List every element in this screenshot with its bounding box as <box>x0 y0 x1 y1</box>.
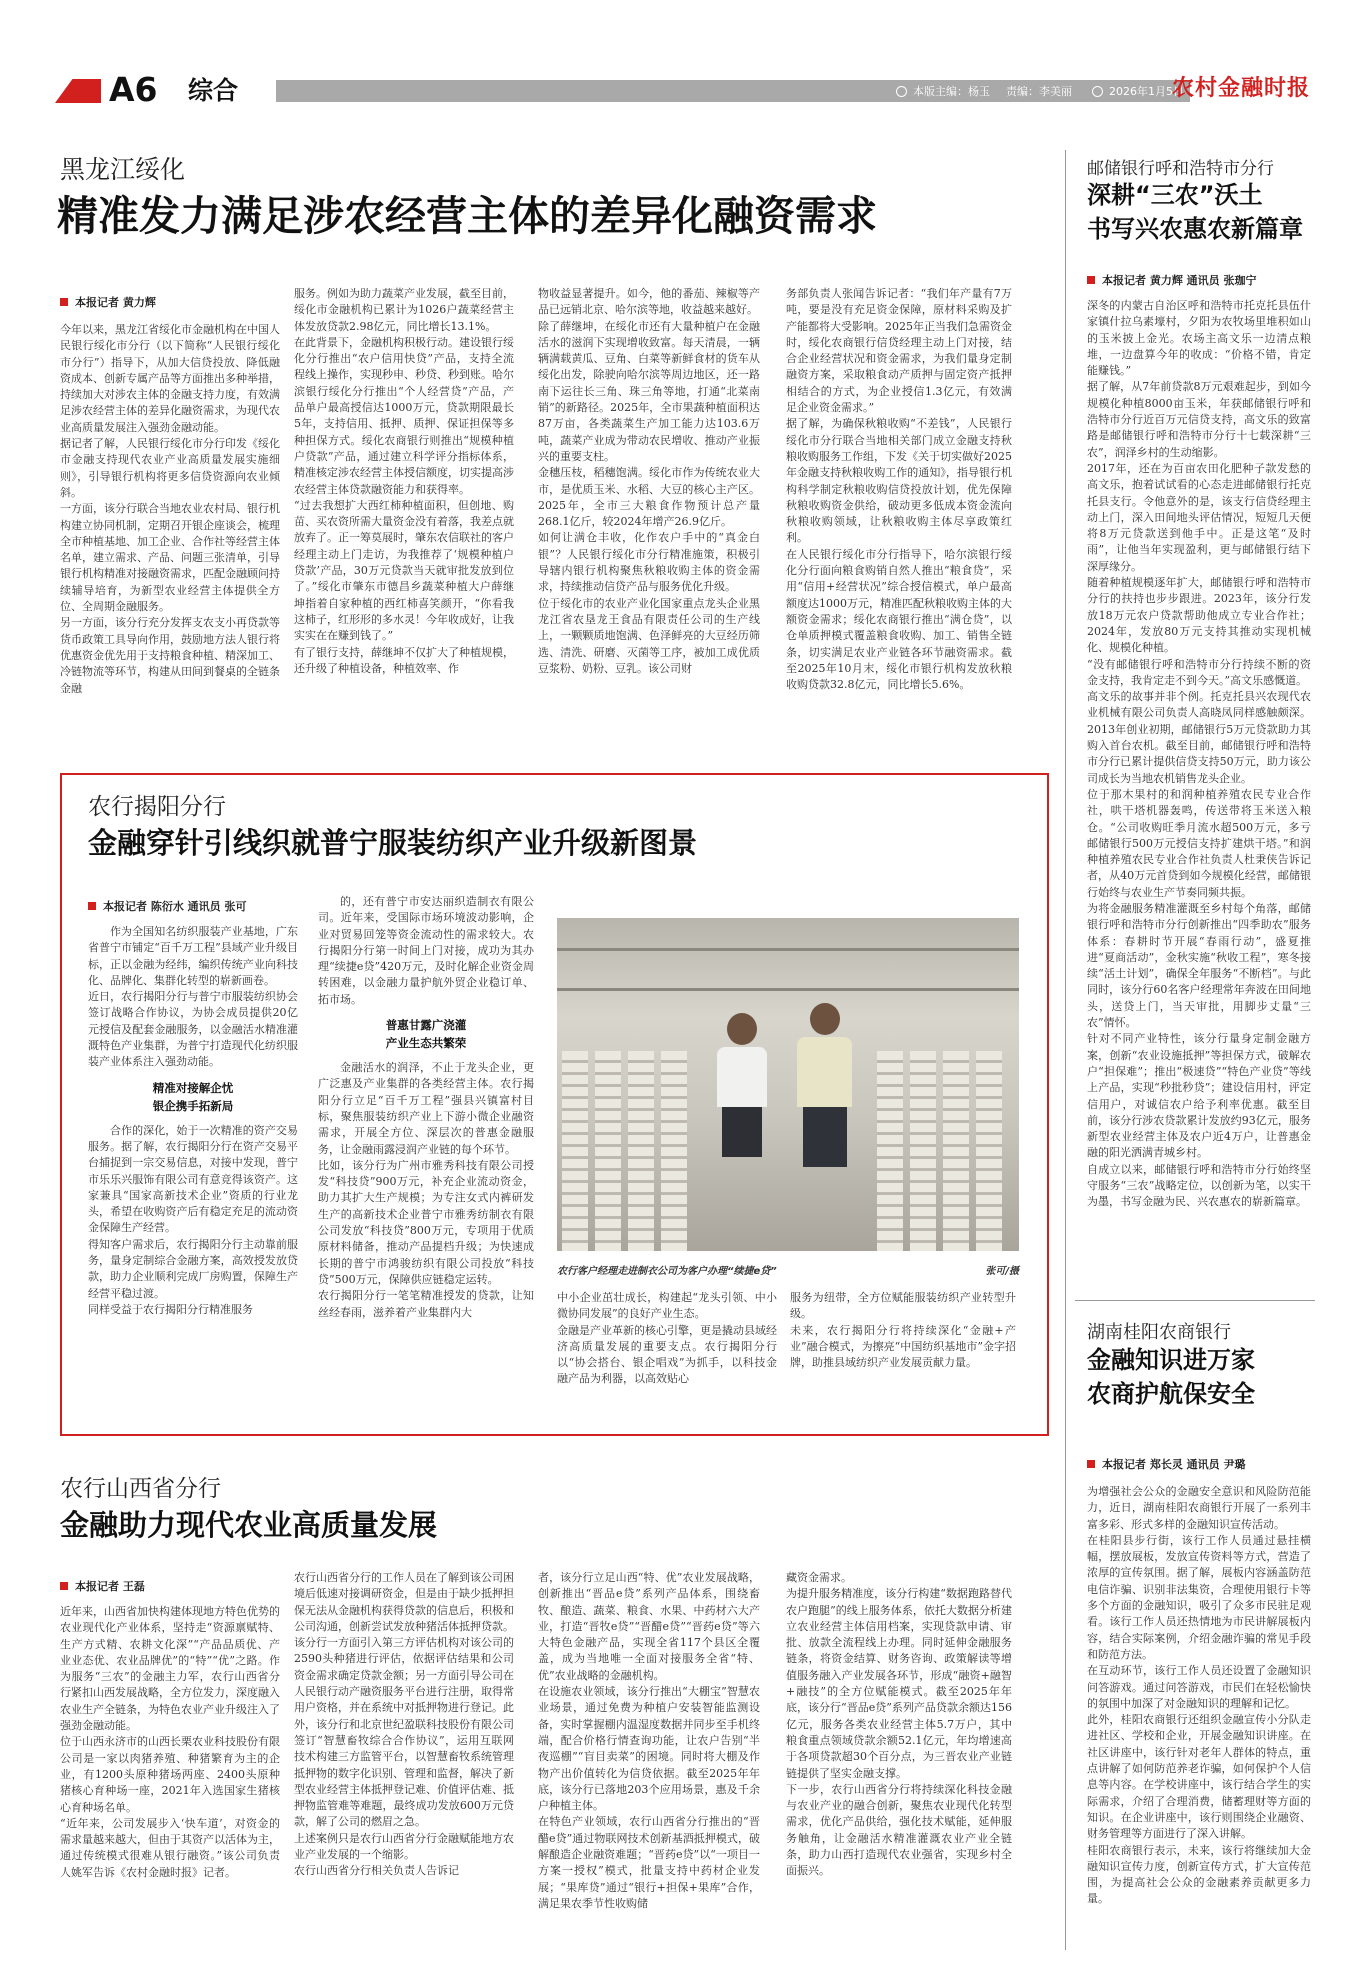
story2-byline <box>88 898 247 914</box>
page-number: A6 <box>109 70 158 109</box>
story1-byline-text: 本报记者 黄力辉 <box>75 296 156 309</box>
story2-col2b-text: 金融活水的润泽，不止于龙头企业，更广泛惠及产业集群的各类经营主体。农行揭阳分行立足“百千万工程”强县兴镇富村目标，聚焦服装纺织产业上下游小微企业融资需求，开展全方位、深层次的普惠金融服务，让金融雨露浸润产业链的每个环节。 比如，该分行为广州市雅秀科技有限公司授发“科技贷”900万元，补充企业流动资金，助力其扩大生产规模；为专注女式内裤研发生产的高新技术企业普宁市雅秀纺制衣有限公司发放“科技贷”800万元，专项用于优质原材料储备，推动产品提档升级；为快速成长期的普宁市鸿骏纺织有限公司投放“科技贷”500万元，保障供应链稳定运转。 农行揭阳分行一笔笔精准授发的贷款，让知丝经春雨，滋养着产业集群内大 <box>318 1061 534 1319</box>
right-column-divider <box>1065 150 1066 1950</box>
story2-col1-text: 作为全国知名纺织服装产业基地，广东省普宁市铺定“百千万工程”县域产业升级目标，正以金融为经纬，编织传统产业向科技化、品牌化、集群化转型的崭新画卷。 近日，农行揭阳分行与普宁市服装纺织协会签订战略合作协议，为协会成员提供20亿元授信及配套金融服务，以金融活水精准灌溉特色产业集群，为普宁打造现代化纺织服装产业体系注入强劲动能。 <box>88 925 298 1069</box>
story1-column-3: 物收益显著提升。如今，他的番茄、辣椒等产品已远销北京、哈尔滨等地，收益越来越好。 除了薛继坤，在绥化市还有大量种植户在金融活水的滋润下实现增收致富。每天清晨，一辆辆满载黄瓜、豆角、白菜等新鲜食材的货车从绥化出发，除驶向哈尔滨等周边地区，还一路南下运往长三角、珠三角等地，打通“北菜南销”的新路径。2025年，全市果蔬种植面积达87万亩，各类蔬菜生产加工能力达103.6万吨，蔬菜产业成为带动农民增收、推动产业振兴的重要支柱。 金穗压枝，稻穗饱满。绥化市作为传统农业大市，是优质玉米、水稻、大豆的核心主产区。2025年，全市三大粮食作物预计总产量268.1亿斤，较2024年增产26.9亿斤。 如何让满仓丰收，化作农户手中的“真金白银”？人民银行绥化市分行精准施策，积极引导辖内银行机构聚焦秋粮收购主体的资金需求，持续推动信贷产品与服务优化升级。 位于绥化市的农业产业化国家重点龙头企业黑龙江省农垦龙王食品有限责任公司的生产线上，一颗颗质地饱满、色泽鲜亮的大豆经历筛选、清洗、研磨、灭菌等工序，被加工成优质豆浆粉、奶粉、豆乳。该公司财 <box>538 287 760 675</box>
story4-byline <box>1087 272 1257 288</box>
byline-marker-icon <box>88 902 96 910</box>
right-column-story-separator <box>1075 1300 1315 1301</box>
story2-column-3: 中小企业茁壮成长，构建起“龙头引领、中小微协同发展”的良好产业生态。 金融是产业革新的核心引擎，更是撬动县域经济高质量发展的重要支点。农行揭阳分行以“协会搭台、银企唱戏”为抓手，以科技金融产品为利器，以高效贴心 <box>557 1291 777 1386</box>
byline-marker-icon <box>1087 1460 1095 1468</box>
story3-headline: 金融助力现代农业高质量发展 <box>60 1508 438 1542</box>
masthead-designer: 责编：李美丽 <box>1006 85 1072 98</box>
story5-byline-text: 本报记者 郑长灵 通讯员 尹璐 <box>1102 1458 1246 1471</box>
story2-photo-caption <box>557 1262 1019 1277</box>
story3-column-1: 近年来，山西省加快构建体现地方特色优势的农业现代化产业体系，坚持走“资源禀赋特、生产方式精、农耕文化深”“产品品质优、产业业态优、农业品牌优”的“特”“优”之路。作为服务“三农”的金融主力军，农行山西省分行紧扣山西发展战略，全方位发力，深度融入农业生产全链条，为特色农业产业升级注入了强劲金融动能。 位于山西永济市的山西长栗农业科技股份有限公司是一家以肉猪养殖、种猪繁育为主的企业，有1200头原种猪场两座、2400头原种猪核心育种场一座，2021年入选国家生猪核心育种场名单。 “近年来，公司发展步入‘快车道’，对资金的需求量越来越大，但由于其资产以活体为主，通过传统模式很难从银行融资。”该公司负责人姚军告诉《农村金融时报》记者。 <box>60 1605 280 1879</box>
story2-column-2 <box>318 894 534 1424</box>
masthead <box>55 72 1310 108</box>
newspaper-name: 农村金融时报 <box>1171 76 1310 101</box>
editor-icon <box>896 86 907 97</box>
story5-column: 为增强社会公众的金融安全意识和风险防范能力，近日，湖南桂阳农商银行开展了一系列丰富多彩、形式多样的金融知识宣传活动。 在桂阳县步行街，该行工作人员通过悬挂横幅，摆放展板，发放宣传资料等方式，营造了浓厚的宣传氛围。据了解，展板内容涵盖防范电信诈骗、识别非法集资，合理使用银行卡等多个方面的金融知识，吸引了众多市民驻足观看。该行工作人员还热情地为市民讲解展板内容，结合实际案例，介绍金融诈骗的常见手段和防范方法。 在互动环节，该行工作人员还设置了金融知识问答游戏。通过问答游戏，市民们在轻松愉快的氛围中加深了对金融知识的理解和记忆。 此外，桂阳农商银行还组织金融宣传小分队走进社区、学校和企业，开展金融知识讲座。在社区讲座中，该行针对老年人群体的特点，重点讲解了如何防范养老诈骗，如何保护个人信息等内容。在学校讲座中，该行结合学生的实际需求，介绍了合理消费，储蓄理财等方面的知识。在企业讲座中，该行则围绕企业融资、财务管理等方面进行了深入讲解。 桂阳农商银行表示，未来，该行将继续加大金融知识宣传力度，创新宣传方式，扩大宣传范围，为提高社会公众的金融素养贡献更多力量。 <box>1087 1485 1311 1906</box>
story3-kicker: 农行山西省分行 <box>60 1476 221 1502</box>
byline-marker-icon <box>60 298 68 306</box>
masthead-red-tab <box>55 79 101 103</box>
photo-credit: 张可/摄 <box>985 1266 1019 1277</box>
story1-column-4: 务部负责人张闻告诉记者：“我们年产量有7万吨，要是没有充足资金保障，原材料采购及扩产能都将大受影响。2025年正当我们急需资金时，绥化农商银行信贷经理主动上门对接，结合企业经营状况和资金需求，为我们量身定制融资方案，采取粮食动产质押与固定资产抵押相结合的方式，为企业授信1.3亿元，有效满足企业资金需求。” 据了解，为确保秋粮收购“不差钱”，人民银行绥化市分行联合当地相关部门成立金融支持秋粮收购服务工作组，下发《关于切实做好2025年金融支持秋粮收购工作的通知》，指导银行机构科学制定秋粮收购信贷投放计划，优先保障秋粮收购资金供给，破动更多低成本资金流向秋粮收购领域，让秋粮收购主体尽享政策红利。 在人民银行绥化市分行指导下，哈尔滨银行绥化分行面向粮食购销自然人推出“粮食贷”，采用“信用+经营状况”综合授信模式，单户最高额度达1000万元，精准匹配秋粮收购主体的大额资金需求；绥化农商银行推出“满仓贷”，以仓单质押模式覆盖粮食收购、加工、销售全链条，切实满足农业产业链各环节融资需求。截至2025年10月末，绥化市银行机构发放秋粮收购贷款32.8亿元，同比增长5.6%。 <box>786 287 1012 692</box>
story4-column: 深冬的内蒙古自治区呼和浩特市托克托县伍什家镇什拉乌素壕村，夕阳为农牧场里堆积如山的玉米披上金光。农场主高文乐一边清点粮堆，一边盘算今年的收成：“价格不错，肯定能赚钱。” 据了解，从7年前贷款8万元艰难起步，到如今规模化种植8000亩玉米，年获邮储银行呼和浩特市分行近百万元信贷支持，高文乐的致富路是邮储银行呼和浩特市分行十七载深耕“三农”，润泽乡村的生动缩影。 2017年，还在为百亩农田化肥种子款发愁的高文乐，抱着试试看的心态走进邮储银行托克托县支行。令他意外的是，该支行信贷经理主动上门，深入田间地头评估情况，短短几天便将8万元贷款送到他手中。正是这笔“及时雨”，让他当年实现盈利，更与邮储银行结下深厚缘分。 随着种植规模逐年扩大，邮储银行呼和浩特市分行的扶持也步步跟进。2023年，该分行发放18万元农户贷款帮助他成立专业合作社；2024年，发放80万元支持其推动实现机械化、规模化种植。 “没有邮储银行呼和浩特市分行持续不断的资金支持，我肯定走不到今天。”高文乐感慨道。 高文乐的故事并非个例。托克托县兴农现代农业机械有限公司负责人高晓凤同样感触颇深。2013年创业初期，邮储银行5万元贷款助力其购入首台农机。截至目前，邮储银行呼和浩特市分行已累计提供信贷支持50万元，助力该公司成长为当地农机销售龙头企业。 位于那木果村的和润种植养殖农民专业合作社，哄干塔机器轰鸣，传送带将玉米送入粮仓。“公司收购旺季月流水超500万元，多亏邮储银行500万元授信支持扩建烘干塔。”和润种植养殖农民专业合作社负责人杜秉侠告诉记者，从40万元首贷到如今规模化经营，邮储银行始终与农业生产节奏同频共振。 为将金融服务精准灌溉至乡村每个角落，邮储银行呼和浩特市分行创新推出“四季助农”服务体系：春耕时节开展“春雨行动”，盛夏推进“夏商活动”，金秋实施“秋收工程”，寒冬接续“活土计划”，确保全年服务“不断档”。与此同时，该分行60名客户经理常年奔波在田间地头，送贷上门，当天审批，用脚步丈量“三农”情怀。 针对不同产业特性，该分行量身定制金融方案，创新“农业设施抵押”等担保方式，破解农户“担保难”；推出“极速贷”“特色产业贷”等线上产品，实现“秒批秒贷”；建设信用村，评定信用户，对诚信农户给予利率优惠。截至目前，该分行涉农贷款累计发放约93亿元，服务新型农业经营主体及农户近4万户，让普惠金融的阳光洒满青城乡村。 自成立以来，邮储银行呼和浩特市分行始终坚守服务“三农”战略定位，以创新为笔，以实干为墨，书写金融为民、兴农惠农的崭新篇章。 <box>1087 299 1311 1209</box>
section-name: 综合 <box>188 76 239 105</box>
masthead-info-bar <box>276 80 1190 102</box>
story2-col2a-text: 的，还有普宁市安达丽织造制衣有限公司。近年来，受国际市场环境波动影响，企业对贸易回笼等资金流动性的需求较大。农行揭阳分行第一时间上门对接，成功为其办理“续捷e贷”420万元，及时化解企业资金周转困难，以金融力量护航外贸企业稳订单、拓市场。 <box>318 895 534 1006</box>
story2-headline: 金融穿针引线织就普宁服装纺织产业升级新图景 <box>88 826 698 860</box>
story3-byline-text: 本报记者 王磊 <box>75 1580 145 1593</box>
story2-subhead-2: 普惠甘露广浇灌 产业生态共繁荣 <box>385 1018 467 1051</box>
story1-column-1: 今年以来，黑龙江省绥化市金融机构在中国人民银行绥化市分行（以下简称“人民银行绥化市分行”）指导下，从加大信贷投放、降低融资成本、创新专属产品等方面推出多种举措，持续加大对涉农主体的金融支持力度，有效满足涉农经营主体的差异化融资需求，为现代农业高质量发展注入强劲金融动能。 据记者了解，人民银行绥化市分行印发《绥化市金融支持现代农业产业高质量发展实施细则》，引导银行机构将更多信贷资源向农业倾斜。 一方面，该分行联合当地农业农村局、银行机构建立协同机制，定期召开银企座谈会，梳理全市种植基地、加工企业、合作社等经营主体名单，建立需求、产品、问题三张清单，引导银行机构精准对接融资需求，匹配金融顾问持续辅导培育，为新型农业经营主体提供全方位、全周期金融服务。 另一方面，该分行充分发挥支农支小再贷款等货币政策工具导向作用，鼓励地方法人银行将优惠资金优先用于支持粮食种植、精深加工、冷链物流等环节，构建从田间到餐桌的全链条金融 <box>60 323 280 695</box>
byline-marker-icon <box>1087 276 1095 284</box>
story3-column-2: 农行山西省分行的工作人员在了解到该公司困境后低速对接调研资金，但是由于缺少抵押担保无法从金融机构获得贷款的信息后，积极和公司沟通，创新尝试发放种猪活体抵押贷款。 该分行一方面引入第三方评估机构对该公司的2590头种猪进行评估，依据评估结果和公司资金需求确定贷款金额；另一方面引导公司在人民银行动产融资服务平台进行注册，取得常用户资格，并在系统中对抵押物进行登记。此外，该分行和北京世纪盈联科技股份有限公司签订“智慧畜牧综合合作协议”，运用互联网技术构建三方监管平台，以智慧畜牧系统管理抵押物的数字化识别、管理和监督，解决了新型农业经营主体抵押登记难、价值评估难、抵押物监管难等难题，最终成功发放600万元贷款，解了公司的燃眉之急。 上述案例只是农行山西省分行金融赋能地方农业产业发展的一个缩影。 农行山西省分行相关负责人告诉记 <box>294 1571 514 1878</box>
story2-byline-text: 本报记者 陈衍水 通讯员 张可 <box>103 900 247 913</box>
story2-column-4: 服务为纽带，全方位赋能服装纺织产业转型升级。 未来，农行揭阳分行将持续深化“金融+产业”融合模式，为擦亮“中国纺织基地市”金字招牌，助推县域纺织产业发展贡献力量。 <box>790 1291 1016 1370</box>
photo-person-left <box>717 1013 767 1153</box>
story4-kicker: 邮储银行呼和浩特市分行 <box>1087 159 1274 179</box>
photo-caption-text: 农行客户经理走进制衣公司为客户办理“续捷e贷” <box>557 1266 777 1277</box>
story1-byline <box>60 294 156 310</box>
story2-subhead-1: 精准对接解企忧 银企携手拓新局 <box>152 1080 234 1113</box>
story2-photo <box>557 918 1019 1251</box>
story1-headline: 精准发力满足涉农经营主体的差异化融资需求 <box>57 192 877 240</box>
masthead-date: 2026年1月5日 <box>1109 85 1184 98</box>
story5-kicker: 湖南桂阳农商银行 <box>1087 1322 1231 1343</box>
story2-column-1 <box>88 924 298 1424</box>
story3-column-4: 藏资金需求。 为提升服务精准度，该分行构建“数据跑路替代农户跑腿”的线上服务体系，依托大数据分析建立农业经营主体信用档案，实现贷款申请、审批、放款全流程线上办理。同时延伸金融服务链条，将资金结算、财务咨询、政策解读等增值服务融入产业发展各环节，形成“融资+融智+融技”的全方位赋能模式。截至2025年年底，该分行“晋品e贷”系列产品贷款余额达156亿元，服务各类农业经营主体5.7万户，其中粮食重点领域贷款余额52.1亿元，年均增速高于各项贷款超30个百分点，为三晋农业产业链链提供了坚实金融支撑。 下一步，农行山西省分行将持续深化科技金融与农业产业的融合创新，聚焦农业现代化转型需求，优化产品供给，强化技术赋能，延伸服务触角，让金融活水精准灌溉农业产业全链条，助力山西打造现代农业强省，实现乡村全面振兴。 <box>786 1571 1012 1878</box>
story1-column-2: 服务。例如为助力蔬菜产业发展，截至目前，绥化市金融机构已累计为1026户蔬菜经营主体发放贷款2.98亿元，同比增长13.1%。 在此背景下，金融机构积极行动。建设银行绥化分行推出“农户信用快贷”产品，支持全流程线上操作，实现秒申、秒贷、秒到账。哈尔滨银行绥化分行推出“个人经营贷”产品，产品单户最高授信达1000万元，贷款期限最长5年，支持信用、抵押、质押、保证担保等多种担保方式。绥化农商银行则推出“规模种植户贷款”产品，通过建立科学评分指标体系，精准核定涉农经营主体授信额度，切实提高涉农经营主体贷款融资能力和获得率。 “过去我想扩大西红柿种植面积，但创地、购苗、买农资所需大量资金没有着落，我差点就放弃了。正一筹莫展时，肇东农信联社的客户经理主动上门走访，为我推荐了‘规模种植户贷款’产品，30万元贷款当天就审批发放到位了。”绥化市肇东市德昌乡蔬菜种植大户薛继坤指着自家种植的西红柿喜笑颜开，“你看我这柿子，红形形的多水灵！今年收成好，让我实实在在赚到钱了。” 有了银行支持，薛继坤不仅扩大了种植规模，还升级了种植设备，种植效率、作 <box>294 287 514 675</box>
story3-column-3: 者，该分行立足山西“特、优”农业发展战略，创新推出“晋品e贷”系列产品体系，围绕畜牧、酿造、蔬菜、粮食、水果、中药材六大产业，打造“晋牧e贷”“晋醋e贷”“晋药e贷”等六大特色金融产品，实现全省117个县区全覆盖，成为当地唯一全面对接服务全省“特、优”农业战略的金融机构。 在设施农业领域，该分行推出“大棚宝”智慧农业场景，通过免费为种植户安装智能监测设备，实时掌握棚内温湿度数据并同步至手机终端，配合价格行情查询功能，让农户告别“半夜巡棚”“盲目卖菜”的困境。同时将大棚及作物产出价值转化为信贷依据。截至2025年年底，该分行已落地203个应用场景，惠及千余户种植主体。 在特色产业领域，农行山西省分行推出的“晋醋e贷”通过物联网技术创新基酒抵押模式，破解酿造企业融资难题；“晋药e贷”以“一项目一方案一授权”模式，批量支持中药材企业发展；“果库贷”通过“银行+担保+果库”合作，满足果农季节性收购储 <box>538 1571 760 1910</box>
story1-kicker: 黑龙江绥化 <box>60 155 186 184</box>
calendar-icon <box>1092 86 1103 97</box>
story2-kicker: 农行揭阳分行 <box>88 794 226 820</box>
story3-byline <box>60 1578 145 1594</box>
photo-person-right <box>797 1003 852 1168</box>
masthead-info <box>896 80 1184 102</box>
story2-col1b-text: 合作的深化，始于一次精准的资产交易服务。据了解，农行揭阳分行在资产交易平台捕捉到一宗交易信息，对接中发现，普宁市乐乐兴服饰有限公司有意竞得该资产。这家兼具“国家高新技术企业”资质的行业龙头，希望在收购资产后有稳定充足的流动资金保障生产经营。 得知客户需求后，农行揭阳分行主动靠前服务，量身定制综合金融方案，高效授发放贷款，助力企业顺利完成厂房购置，保障生产经营平稳过渡。 同样受益于农行揭阳分行精准服务 <box>88 1123 298 1316</box>
byline-marker-icon <box>60 1582 68 1590</box>
story4-byline-text: 本报记者 黄力辉 通讯员 张珈宁 <box>1102 274 1257 287</box>
story5-headline: 金融知识进万家 农商护航保安全 <box>1087 1346 1255 1408</box>
story5-byline <box>1087 1456 1246 1472</box>
masthead-editor: 本版主编：杨玉 <box>913 85 990 98</box>
story4-headline: 深耕“三农”沃土 书写兴农惠农新篇章 <box>1087 181 1303 243</box>
